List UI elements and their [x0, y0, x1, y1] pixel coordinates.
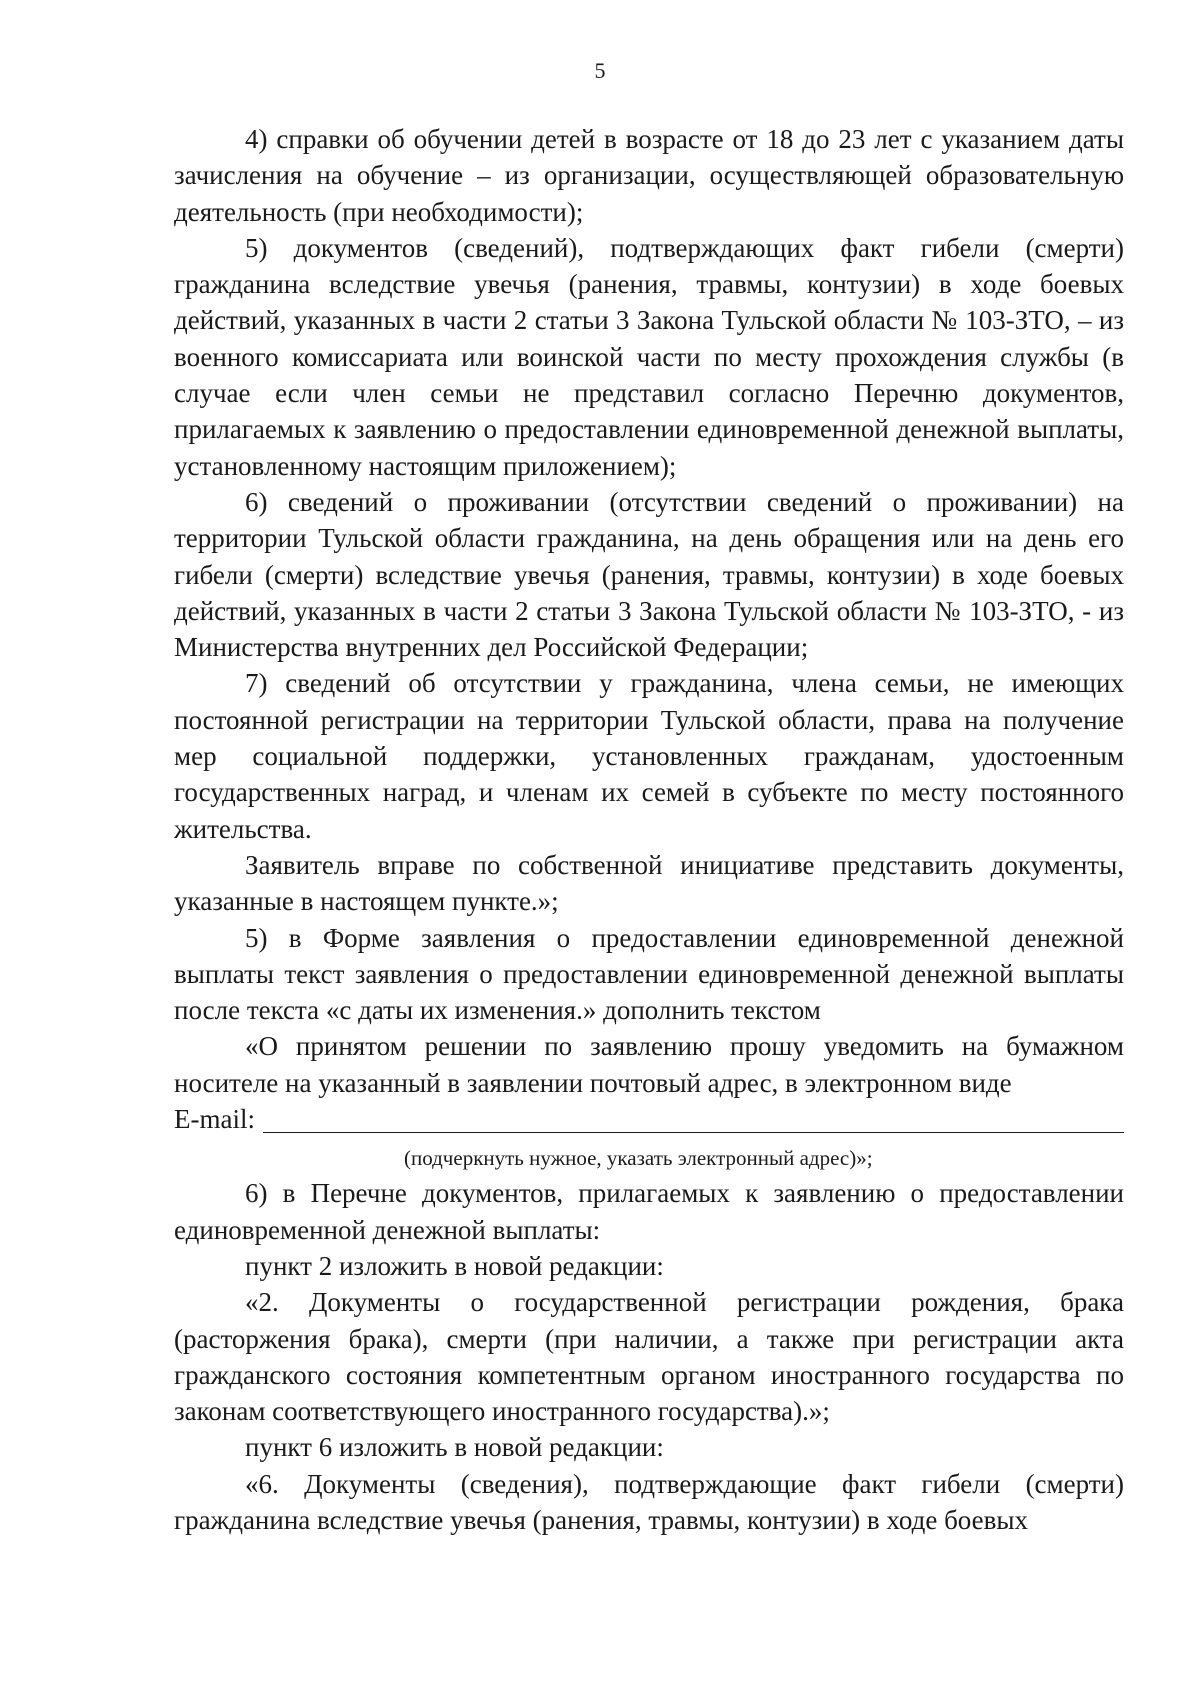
paragraph-item-6-list: 6) в Перечне документов, прилагаемых к заявлению о предоставлении единовременной денежной выплаты: — [174, 1178, 1124, 1245]
paragraph-item-4-certificate: 4) справки об обучении детей в возрасте от 18 до 23 лет с указанием даты зачисления на обучение – из организации, осуществляющей образовательную деятельность (при необходимости); — [174, 124, 1124, 227]
document-body — [174, 121, 1124, 1538]
paragraph-notification-text: «О принятом решении по заявлению прошу уведомить на бумажном носителе на указанный в заявлении почтовый адрес, в электронном виде — [174, 1031, 1124, 1098]
email-hint: (подчеркнуть нужное, указать электронный адрес)»; — [404, 1146, 873, 1171]
email-label: E-mail: — [174, 1104, 255, 1135]
paragraph-clause-2-text: «2. Документы о государственной регистрации рождения, брака (расторжения брака), смерти (при наличии, а также при регистрации акта гражданского состояния компетентным органом иностранного государства по законам соответствующего иностранного государства).»; — [174, 1287, 1124, 1427]
email-underline-field — [263, 1104, 1124, 1133]
email-line — [174, 1101, 1124, 1137]
paragraph-clause-2-heading: пункт 2 изложить в новой редакции: — [245, 1250, 664, 1281]
paragraph-item-6-residence: 6) сведений о проживании (отсутствии сведений о проживании) на территории Тульской области гражданина, на день обращения или на день его гибели (смерти) вследствие увечья (ранения, травмы, контузии) в ходе боевых действий, указанных в части 2 статьи 3 Закона Тульской области № 103-ЗТО, - из Министерства внутренних дел Российской Федерации; — [174, 486, 1124, 663]
paragraph-applicant-right: Заявитель вправе по собственной инициативе представить документы, указанные в настоящем пункте.»; — [174, 849, 1124, 917]
paragraph-form-amendment: 5) в Форме заявления о предоставлении единовременной денежной выплаты текст заявления о предоставлении единовременной денежной выплаты после текста «с даты их изменения.» дополнить текстом — [174, 922, 1124, 1026]
paragraph-clause-6-heading: пункт 6 изложить в новой редакции: — [245, 1432, 664, 1463]
page-number: 5 — [594, 58, 606, 83]
paragraph-clause-6-text: «6. Документы (сведения), подтверждающие факт гибели (смерти) гражданина вследствие увечья (ранения, травмы, контузии) в ходе боевых — [174, 1468, 1124, 1535]
paragraph-item-5-documents: 5) документов (сведений), подтверждающих факт гибели (смерти) гражданина вследствие увечья (ранения, травмы, контузии) в ходе боевых действий, указанных в части 2 статьи 3 Закона Тульской области № 103-ЗТО, – из военного комиссариата или воинской части по месту прохождения службы (в случае если член семьи не представил согласно Перечню документов, прилагаемых к заявлению о предоставлении единовременной денежной выплаты, установленному настоящим приложением); — [174, 232, 1124, 481]
paragraph-item-7-absence: 7) сведений об отсутствии у гражданина, члена семьи, не имеющих постоянной регистрации на территории Тульской области, права на получение мер социальной поддержки, установленных гражданам, удостоенным государственных наград, и членам их семей в субъекте по месту постоянного жительства. — [174, 668, 1124, 844]
